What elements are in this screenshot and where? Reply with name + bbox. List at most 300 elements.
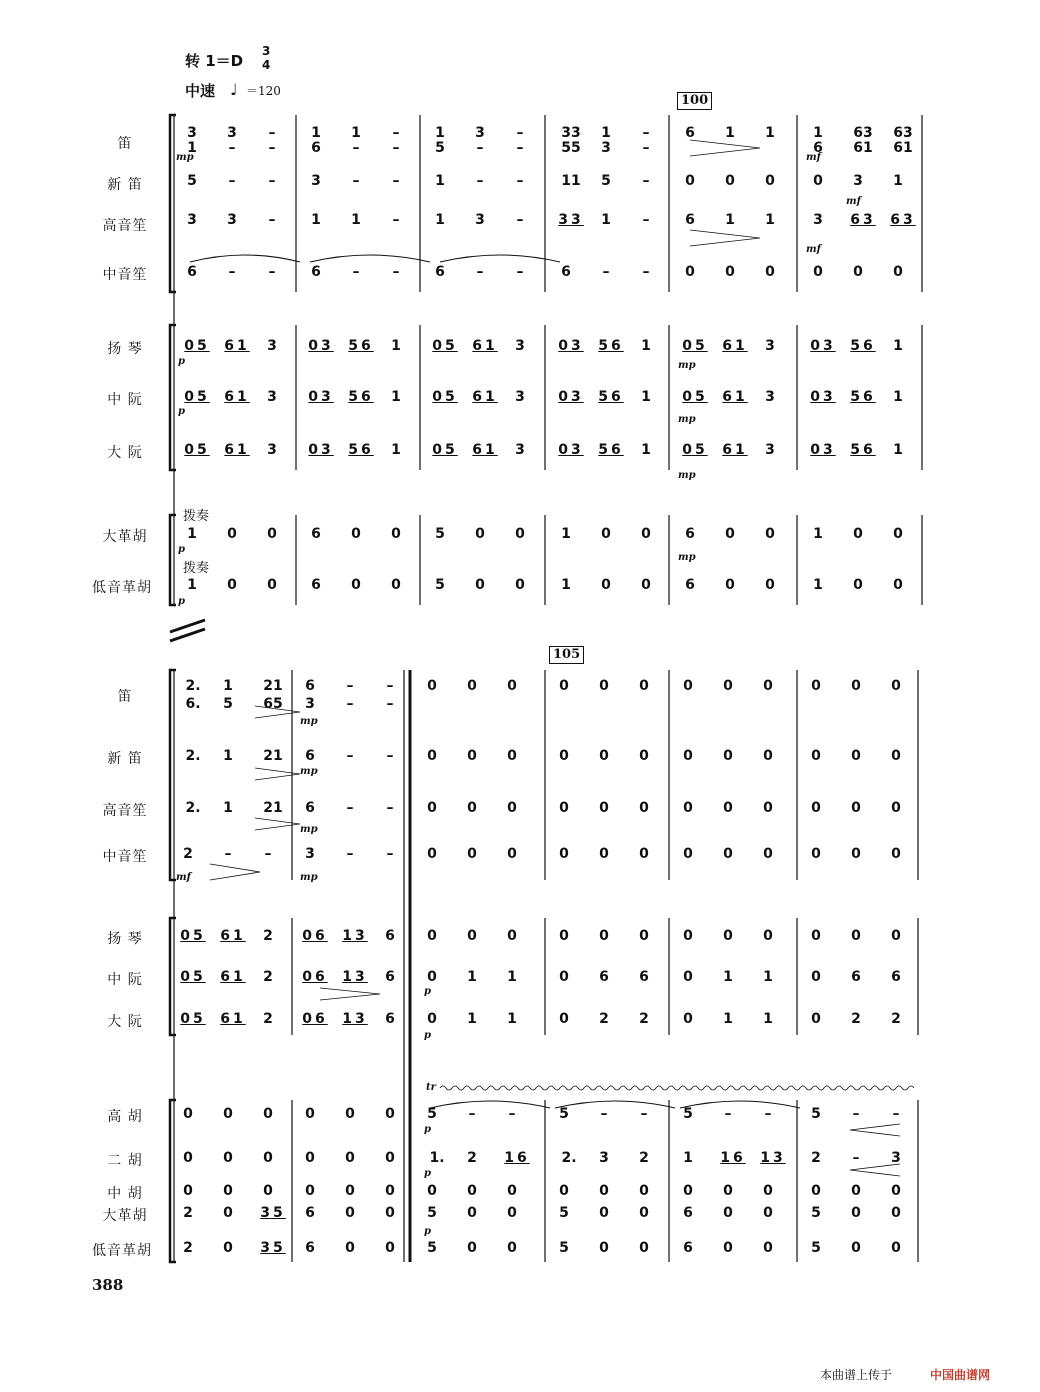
note: 06 xyxy=(302,928,328,944)
note: 0 xyxy=(507,800,517,816)
note: 0 xyxy=(763,748,773,764)
note: 0 xyxy=(763,800,773,816)
note: 0 xyxy=(559,800,569,816)
note: 06 xyxy=(302,1011,328,1027)
note: 0 xyxy=(263,1183,273,1199)
note: 2 xyxy=(811,1150,821,1166)
note: 1 xyxy=(391,338,401,354)
note: – xyxy=(386,800,394,816)
note: 0 xyxy=(765,526,775,542)
note: 0 xyxy=(345,1150,355,1166)
dynamic-mark: mp xyxy=(300,766,318,777)
note: 0 xyxy=(765,264,775,280)
note: 0 xyxy=(385,1240,395,1256)
note: 3 xyxy=(227,212,237,228)
note: 5 xyxy=(187,173,197,189)
label-xindi: 新 笛 xyxy=(107,751,143,767)
note: 0 xyxy=(891,678,901,694)
label-gaoyinsheng: 高音笙 xyxy=(102,218,148,234)
note: 0 xyxy=(183,1183,193,1199)
note: – xyxy=(268,173,276,189)
dynamic-mark: p xyxy=(178,406,185,417)
note: 16 xyxy=(720,1150,746,1166)
note: 0 xyxy=(467,1240,477,1256)
note: – xyxy=(508,1106,516,1122)
note: – xyxy=(392,140,400,156)
note: 0 xyxy=(427,969,437,985)
note: 0 xyxy=(851,748,861,764)
note: 2 xyxy=(467,1150,477,1166)
label-daruan: 大 阮 xyxy=(107,445,143,461)
note: 0 xyxy=(223,1106,233,1122)
note: 0 xyxy=(683,928,693,944)
note: 1 xyxy=(893,338,903,354)
note: 0 xyxy=(599,800,609,816)
note: – xyxy=(346,696,354,712)
label-di: 笛 xyxy=(117,136,133,152)
note: 1 xyxy=(467,969,477,985)
note: 61 xyxy=(472,442,498,458)
note: 5 xyxy=(435,526,445,542)
note: 0 xyxy=(853,577,863,593)
note: 6 xyxy=(305,678,315,694)
note: 6 xyxy=(305,1240,315,1256)
note: 0 xyxy=(183,1106,193,1122)
note: 0 xyxy=(391,577,401,593)
note: 3 xyxy=(601,140,611,156)
note: – xyxy=(764,1106,772,1122)
note: 0 xyxy=(345,1183,355,1199)
rehearsal-mark-105: 105 xyxy=(549,646,584,664)
note: 1 xyxy=(351,212,361,228)
note: 0 xyxy=(467,748,477,764)
note: 6 xyxy=(305,800,315,816)
rehearsal-mark-100: 100 xyxy=(677,92,712,110)
note: 6 xyxy=(685,577,695,593)
note: 6 xyxy=(683,1240,693,1256)
label-daruan: 大 阮 xyxy=(107,1014,143,1030)
note: 0 xyxy=(345,1240,355,1256)
note: 05 xyxy=(180,969,206,985)
note: 56 xyxy=(850,442,876,458)
note: – xyxy=(392,212,400,228)
dynamic-mark: p xyxy=(424,1124,431,1135)
note: 5 xyxy=(559,1240,569,1256)
note: 0 xyxy=(683,969,693,985)
note: 0 xyxy=(813,264,823,280)
note: 0 xyxy=(223,1240,233,1256)
note: 03 xyxy=(810,389,836,405)
note: 3 xyxy=(305,846,315,862)
note: 0 xyxy=(683,1183,693,1199)
note: 0 xyxy=(723,928,733,944)
note: 03 xyxy=(308,442,334,458)
note: 1 xyxy=(763,969,773,985)
note: 5 xyxy=(601,173,611,189)
dynamic-mark: mp xyxy=(678,414,696,425)
note: – xyxy=(386,748,394,764)
note: 0 xyxy=(223,1150,233,1166)
note: 3 xyxy=(765,338,775,354)
note: 2. xyxy=(561,1150,577,1166)
note: 0 xyxy=(263,1106,273,1122)
note: 0 xyxy=(267,577,277,593)
note: – xyxy=(468,1106,476,1122)
note: – xyxy=(642,212,650,228)
quarter-note-icon: ♩ xyxy=(230,80,238,99)
note: 1 xyxy=(641,442,651,458)
note: 1 xyxy=(391,389,401,405)
note: 0 xyxy=(723,678,733,694)
note: 6 xyxy=(561,264,571,280)
note: – xyxy=(516,212,524,228)
note: 0 xyxy=(811,748,821,764)
note: 05 xyxy=(432,338,458,354)
note: 0 xyxy=(723,846,733,862)
note: 6 xyxy=(683,1205,693,1221)
page-number: 388 xyxy=(92,1276,124,1294)
note: 56 xyxy=(850,338,876,354)
note: – xyxy=(640,1106,648,1122)
note: 0 xyxy=(559,1183,569,1199)
note: 0 xyxy=(763,1240,773,1256)
note: – xyxy=(516,264,524,280)
note: 0 xyxy=(427,678,437,694)
label-zhongyinsheng: 中音笙 xyxy=(102,849,148,865)
dynamic-mark: mp xyxy=(300,716,318,727)
note: 0 xyxy=(851,846,861,862)
note: 0 xyxy=(475,526,485,542)
note: 0 xyxy=(725,264,735,280)
note: 2 xyxy=(639,1150,649,1166)
note: 5 xyxy=(427,1205,437,1221)
note: 0 xyxy=(685,173,695,189)
note: 55 xyxy=(561,140,581,156)
note: 0 xyxy=(853,526,863,542)
note: 21 xyxy=(263,800,283,816)
note: 6 xyxy=(385,928,395,944)
note: 0 xyxy=(765,173,775,189)
note: 1 xyxy=(813,125,823,141)
note: 0 xyxy=(811,846,821,862)
label-gaohu: 高 胡 xyxy=(107,1109,143,1125)
note: 0 xyxy=(851,928,861,944)
note: 56 xyxy=(598,338,624,354)
label-dagehu: 大革胡 xyxy=(102,1208,148,1224)
note: 2 xyxy=(183,1240,193,1256)
note: 1 xyxy=(683,1150,693,1166)
note: 35 xyxy=(260,1205,286,1221)
note: 2 xyxy=(851,1011,861,1027)
note: – xyxy=(346,678,354,694)
note: 03 xyxy=(558,442,584,458)
note: 6 xyxy=(435,264,445,280)
note: 1 xyxy=(723,1011,733,1027)
note: 0 xyxy=(559,678,569,694)
dynamic-mark: p xyxy=(178,596,185,607)
note: 0 xyxy=(227,526,237,542)
note: – xyxy=(642,264,650,280)
note: – xyxy=(346,800,354,816)
note: 0 xyxy=(305,1183,315,1199)
note: 0 xyxy=(639,928,649,944)
note: 03 xyxy=(558,389,584,405)
label-gaoyinsheng: 高音笙 xyxy=(102,803,148,819)
note: 33 xyxy=(561,125,581,141)
note: 3 xyxy=(599,1150,609,1166)
note: 1 xyxy=(601,125,611,141)
note: 35 xyxy=(260,1240,286,1256)
note: – xyxy=(352,173,360,189)
dynamic-mark: mp xyxy=(300,872,318,883)
note: 0 xyxy=(467,1183,477,1199)
note: 1 xyxy=(435,173,445,189)
note: 0 xyxy=(507,928,517,944)
note: 1 xyxy=(351,125,361,141)
note: 0 xyxy=(559,846,569,862)
note: 0 xyxy=(385,1183,395,1199)
note: 6 xyxy=(891,969,901,985)
note: – xyxy=(228,264,236,280)
note: 33 xyxy=(558,212,584,228)
note: 65 xyxy=(263,696,283,712)
note: 2 xyxy=(183,1205,193,1221)
note: 21 xyxy=(263,748,283,764)
note: 1 xyxy=(813,577,823,593)
note: 61 xyxy=(722,442,748,458)
dynamic-mark: p xyxy=(178,356,185,367)
note: 56 xyxy=(348,338,374,354)
note: 63 xyxy=(893,125,913,141)
note: 0 xyxy=(811,800,821,816)
note: 0 xyxy=(345,1205,355,1221)
note: – xyxy=(476,264,484,280)
note: 1 xyxy=(187,140,197,156)
note: 05 xyxy=(180,928,206,944)
note: 2 xyxy=(183,846,193,862)
note: 1. xyxy=(429,1150,445,1166)
note: 0 xyxy=(599,1240,609,1256)
note: 3 xyxy=(813,212,823,228)
note: 1 xyxy=(601,212,611,228)
note: 0 xyxy=(639,800,649,816)
note: 03 xyxy=(308,389,334,405)
note: 0 xyxy=(475,577,485,593)
note: 2 xyxy=(891,1011,901,1027)
note: 6 xyxy=(639,969,649,985)
note: 0 xyxy=(467,928,477,944)
note: 5 xyxy=(435,577,445,593)
note: 0 xyxy=(601,577,611,593)
note: 0 xyxy=(723,1183,733,1199)
note: 0 xyxy=(263,1150,273,1166)
label-yangqin: 扬 琴 xyxy=(107,931,143,947)
note: 0 xyxy=(763,1205,773,1221)
note: 56 xyxy=(850,389,876,405)
note: 0 xyxy=(385,1106,395,1122)
note: – xyxy=(346,846,354,862)
note: 0 xyxy=(893,526,903,542)
note: 0 xyxy=(683,748,693,764)
note: – xyxy=(516,125,524,141)
note: 0 xyxy=(267,526,277,542)
note: 3 xyxy=(267,338,277,354)
note: 0 xyxy=(559,928,569,944)
label-dagehu: 大革胡 xyxy=(102,529,148,545)
note: 0 xyxy=(723,748,733,764)
label-di: 笛 xyxy=(117,689,133,705)
note: 0 xyxy=(851,800,861,816)
note: 13 xyxy=(342,1011,368,1027)
note: 1 xyxy=(435,125,445,141)
note: 0 xyxy=(427,800,437,816)
note: 1 xyxy=(223,748,233,764)
note: 0 xyxy=(851,1205,861,1221)
note: 2. xyxy=(185,678,201,694)
note: 0 xyxy=(559,1011,569,1027)
note: – xyxy=(392,264,400,280)
note: – xyxy=(268,212,276,228)
note: 1 xyxy=(641,338,651,354)
note: – xyxy=(852,1150,860,1166)
note: – xyxy=(264,846,272,862)
note: 56 xyxy=(598,389,624,405)
note: 0 xyxy=(599,846,609,862)
note: 0 xyxy=(723,1240,733,1256)
note: 11 xyxy=(561,173,581,189)
tempo-value: ＝120 xyxy=(246,84,281,98)
label-zhongruan: 中 阮 xyxy=(107,392,143,408)
note: 0 xyxy=(183,1150,193,1166)
note: – xyxy=(386,678,394,694)
note: 61 xyxy=(853,140,873,156)
note: 0 xyxy=(811,678,821,694)
note: 05 xyxy=(432,389,458,405)
label-xindi: 新 笛 xyxy=(107,177,143,193)
label-zhonghu: 中 胡 xyxy=(107,1186,143,1202)
note: – xyxy=(352,264,360,280)
note: 1 xyxy=(813,526,823,542)
note: 1 xyxy=(187,577,197,593)
note: 1 xyxy=(311,125,321,141)
note: 0 xyxy=(811,928,821,944)
note: 63 xyxy=(853,125,873,141)
note: 0 xyxy=(559,969,569,985)
note: 3 xyxy=(475,212,485,228)
note: 0 xyxy=(891,1205,901,1221)
note: 0 xyxy=(507,748,517,764)
note: 0 xyxy=(599,748,609,764)
note: – xyxy=(516,140,524,156)
note: 0 xyxy=(223,1205,233,1221)
note: 0 xyxy=(427,928,437,944)
note: – xyxy=(392,125,400,141)
note: – xyxy=(268,125,276,141)
note: 0 xyxy=(811,1183,821,1199)
note: 0 xyxy=(641,577,651,593)
note: – xyxy=(268,140,276,156)
note: 0 xyxy=(763,846,773,862)
note: 1 xyxy=(893,442,903,458)
trill-mark: tr xyxy=(426,1082,436,1093)
note: – xyxy=(352,140,360,156)
note: 5 xyxy=(811,1240,821,1256)
note: – xyxy=(476,140,484,156)
note: 0 xyxy=(639,1183,649,1199)
note: – xyxy=(642,140,650,156)
note: 0 xyxy=(853,264,863,280)
dynamic-mark: p xyxy=(424,1168,431,1179)
note: 3 xyxy=(475,125,485,141)
note: 6 xyxy=(311,526,321,542)
note: – xyxy=(224,846,232,862)
note: 61 xyxy=(220,969,246,985)
technique-pizz: 拨奏 xyxy=(183,561,210,576)
note: 6 xyxy=(385,1011,395,1027)
note: 0 xyxy=(683,800,693,816)
tempo-word: 中速 xyxy=(185,82,216,100)
note: 03 xyxy=(558,338,584,354)
note: 6 xyxy=(311,264,321,280)
note: 1 xyxy=(223,800,233,816)
note: 61 xyxy=(224,442,250,458)
note: 6. xyxy=(185,696,201,712)
note: 6 xyxy=(813,140,823,156)
technique-pizz: 拨奏 xyxy=(183,509,210,524)
note: 0 xyxy=(345,1106,355,1122)
note: 6 xyxy=(187,264,197,280)
note: 0 xyxy=(467,800,477,816)
note: 05 xyxy=(682,338,708,354)
note: 13 xyxy=(342,928,368,944)
note: 1 xyxy=(765,212,775,228)
note: 3 xyxy=(227,125,237,141)
note: 3 xyxy=(765,389,775,405)
note: 0 xyxy=(305,1106,315,1122)
note: 0 xyxy=(725,173,735,189)
note: 05 xyxy=(184,389,210,405)
footer-text: 本曲谱上传于 xyxy=(820,1368,893,1382)
note: 0 xyxy=(765,577,775,593)
note: – xyxy=(892,1106,900,1122)
note: 5 xyxy=(683,1106,693,1122)
note: – xyxy=(386,846,394,862)
note: 0 xyxy=(427,748,437,764)
dynamic-mark: p xyxy=(424,1030,431,1041)
note: 21 xyxy=(263,678,283,694)
note: 2 xyxy=(263,928,273,944)
note: 0 xyxy=(385,1150,395,1166)
note: 61 xyxy=(722,338,748,354)
note: 0 xyxy=(227,577,237,593)
time-sig-bottom: 4 xyxy=(262,58,271,72)
note: 61 xyxy=(220,928,246,944)
note: 3 xyxy=(267,442,277,458)
note: 0 xyxy=(467,846,477,862)
note: 0 xyxy=(891,928,901,944)
note: 3 xyxy=(891,1150,901,1166)
note: 0 xyxy=(391,526,401,542)
dynamic-mark: mp xyxy=(678,360,696,371)
note: 13 xyxy=(760,1150,786,1166)
note: 0 xyxy=(427,846,437,862)
note: 3 xyxy=(305,696,315,712)
note: – xyxy=(392,173,400,189)
note: 1 xyxy=(893,173,903,189)
note: 61 xyxy=(224,338,250,354)
note: 3 xyxy=(267,389,277,405)
note: 1 xyxy=(723,969,733,985)
